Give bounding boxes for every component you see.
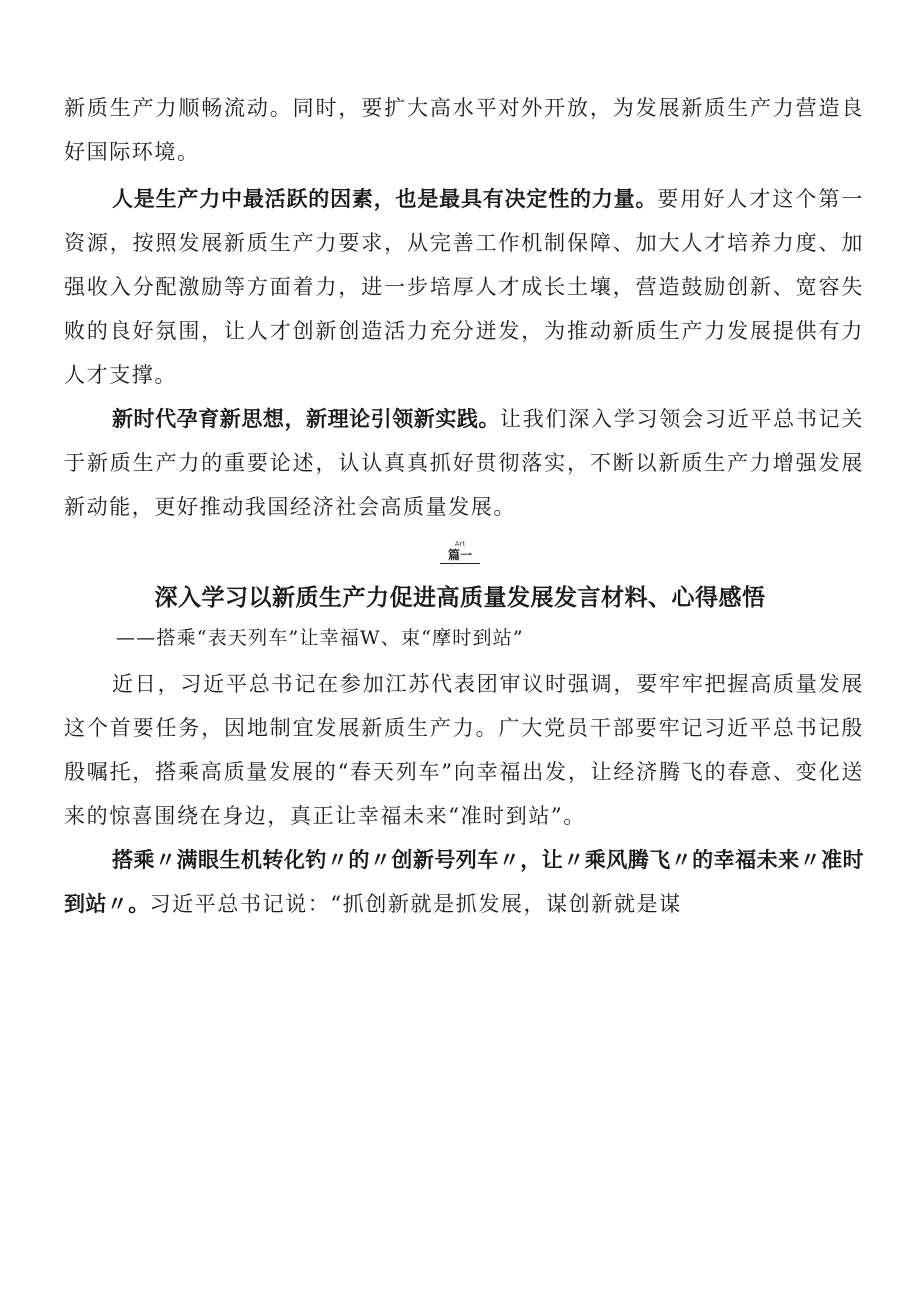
paragraph-1-text: 新质生产力顺畅流动。同时，要扩大高水平对外开放，为发展新质生产力营造良好国际环境。 (64, 96, 864, 164)
paragraph-4-text: 近日，习近平总书记在参加江苏代表团审议时强调，要牢牢把握高质量发展这个首要任务，因地制宜发展新质生产力。广大党员干部要牢记习近平总书记殷殷嘱托，搭乘高质量发展的“春天列车”向幸福出发，让经济腾飞的春意、变化送来的惊喜围绕在身边，真正让幸福未来“准时到站”。 (64, 672, 864, 828)
paragraph-3-lead: 新时代孕育新思想，新理论引领新实践。 (112, 407, 501, 431)
paragraph-5-text: 习近平总书记说：“抓创新就是抓发展，谋创新就是谋 (149, 892, 682, 916)
paragraph-2 (64, 177, 864, 397)
section-marker-label: 篇一 (440, 548, 480, 564)
section-marker-superscript: Art (454, 540, 466, 548)
paragraph-3 (64, 397, 864, 529)
paragraph-1 (64, 86, 864, 174)
paragraph-5 (64, 838, 864, 926)
paragraph-3-text: 让我们深入学习领会习近平总书记关于新质生产力的重要论述，认认真真抓好贯彻落实，不断以新质生产力增强发展新动能，更好推动我国经济社会高质量发展。 (64, 407, 864, 519)
paragraph-2-text: 要用好人才这个第一资源，按照发展新质生产力要求，从完善工作机制保障、加大人才培养力度、加强收入分配激励等方面着力，进一步培厚人才成长土壤，营造鼓励创新、宽容失败的良好氛围，让人才创新创造活力充分迸发，为推动新质生产力发展提供有力人才支撑。 (64, 187, 864, 387)
section-marker (440, 540, 480, 564)
paragraph-5-lead: 搭乘〃满眼生机转化钓〃的〃创新号列车〃，让〃乘风腾飞〃的幸福未来〃准时到站〃。 (64, 848, 864, 916)
article-subtitle: ——搭乘“表天列车”让幸福W、束“摩时到站” (116, 627, 524, 649)
article-title: 深入学习以新质生产力促进高质量发展发言材料、心得感悟 (154, 585, 766, 611)
paragraph-4 (64, 662, 864, 838)
paragraph-2-lead: 人是生产力中最活跃的因素，也是最具有决定性的力量。 (112, 187, 658, 211)
